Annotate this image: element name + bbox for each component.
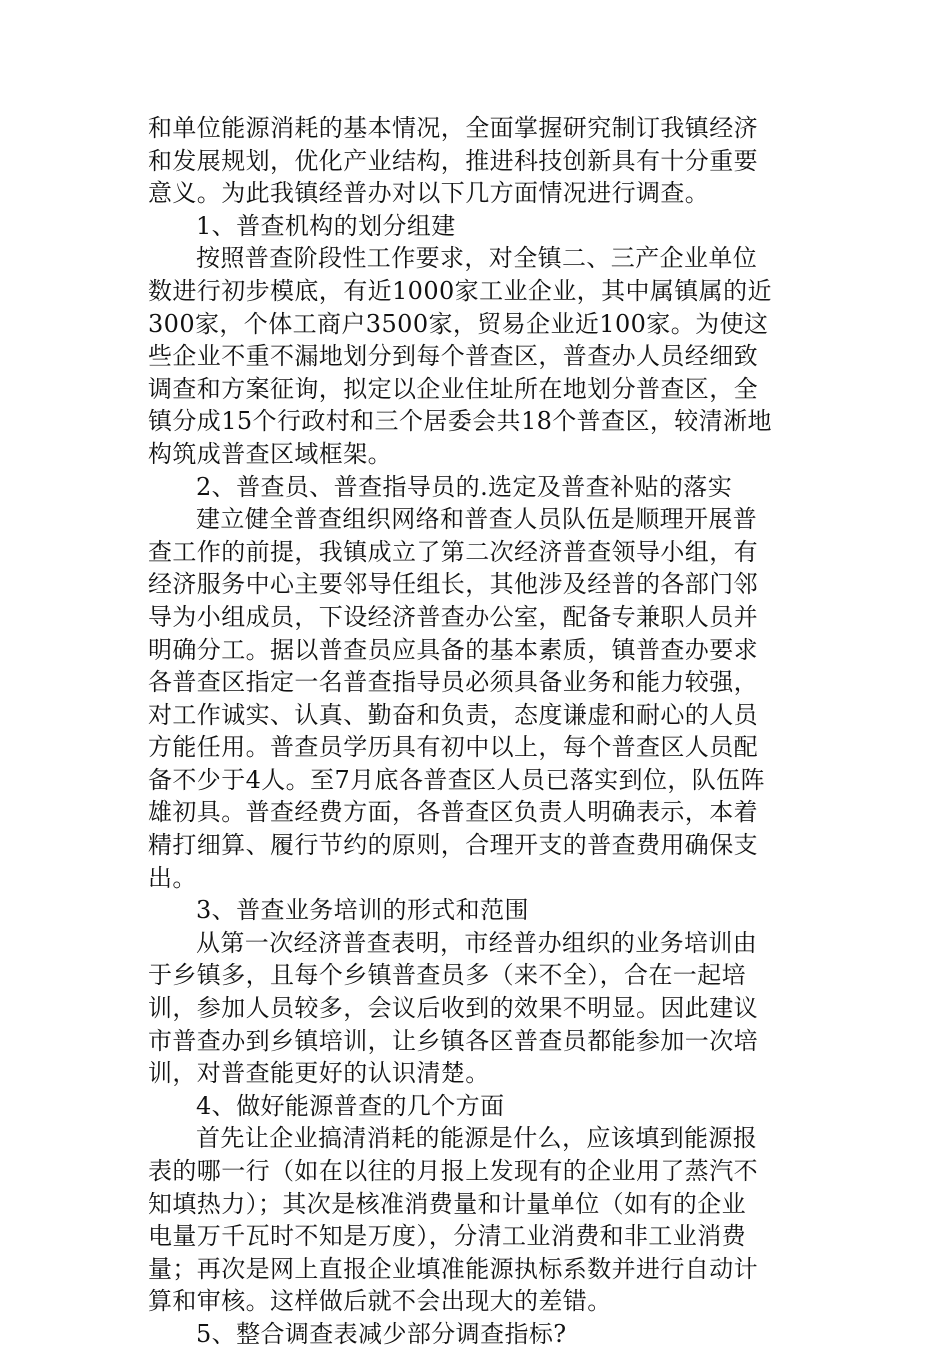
text-line: 首先让企业搞清消耗的能源是什么，应该填到能源报 [196,1124,758,1153]
text-line: 意义。为此我镇经普办对以下几方面情况进行调查。 [148,179,710,208]
text-line: 调查和方案征询，拟定以企业住址所在地划分普查区，全 [148,374,758,403]
text-line: 从第一次经济普查表明，市经普办组织的业务培训由 [196,928,758,957]
section-heading-3: 3、普查业务培训的形式和范围 [196,896,529,925]
text-line: 电量万千瓦时不知是万度），分清工业消费和非工业消费 [148,1222,746,1251]
text-line: 知填热力）；其次是核准消费量和计量单位（如有的企业 [148,1189,746,1218]
text-line: 些企业不重不漏地划分到每个普查区，普查办人员经细致 [148,342,758,371]
text-line: 于乡镇多，且每个乡镇普查员多（来不全），合在一起培 [148,961,746,990]
text-line: 300家，个体工商户3500家，贸易企业近100家。为使这 [148,309,769,338]
text-line: 经济服务中心主要邻导任组长，其他涉及经普的各部门邻 [148,570,758,599]
text-line: 明确分工。据以普查员应具备的基本素质，镇普查办要求 [148,635,758,664]
text-line: 构筑成普查区域框架。 [148,439,392,468]
text-line: 精打细算、履行节约的原则，合理开支的普查费用确保支 [148,831,758,860]
text-line: 镇分成15个行政村和三个居委会共18个普查区，较清淅地 [148,407,772,436]
section-heading-1: 1、普查机构的划分组建 [196,211,456,240]
text-line: 和发展规划，优化产业结构，推进科技创新具有十分重要 [148,146,758,175]
text-line: 备不少于4人。至7月底各普查区人员已落实到位，队伍阵 [148,765,765,794]
text-line: 建立健全普查组织网络和普查人员队伍是顺理开展普 [196,505,758,534]
text-line: 量；再次是网上直报企业填准能源执标系数并进行自动计 [148,1254,758,1283]
section-heading-5: 5、整合调查表减少部分调查指标? [196,1319,567,1348]
section-heading-2: 2、普查员、普查指导员的.选定及普查补贴的落实 [196,472,733,501]
text-line: 数进行初步模底，有近1000家工业企业，其中属镇属的近 [148,276,772,305]
text-line: 导为小组成员，下设经济普查办公室，配备专兼职人员并 [148,602,758,631]
text-line: 各普查区指定一名普查指导员必须具备业务和能力较强， [148,668,758,697]
document-body-text [148,112,804,1351]
text-line: 出。 [148,863,197,892]
text-line: 算和审核。这样做后就不会出现大的差错。 [148,1287,612,1316]
text-line: 训，对普查能更好的认识清楚。 [148,1059,490,1088]
text-line: 训，参加人员较多，会议后收到的效果不明显。因此建议 [148,994,758,1023]
text-line: 雄初具。普查经费方面，各普查区负责人明确表示，本着 [148,798,758,827]
text-line: 对工作诚实、认真、勤奋和负责，态度谦虚和耐心的人员 [148,700,758,729]
text-line: 表的哪一行（如在以往的月报上发现有的企业用了蒸汽不 [148,1157,758,1185]
text-line: 按照普查阶段性工作要求，对全镇二、三产企业单位 [196,244,758,273]
text-line: 方能任用。普查员学历具有初中以上，每个普查区人员配 [148,733,758,762]
text-line: 和单位能源消耗的基本情况，全面掌握研究制订我镇经济 [148,114,758,142]
text-line: 市普查办到乡镇培训，让乡镇各区普查员都能参加一次培 [148,1026,758,1055]
section-heading-4: 4、做好能源普查的几个方面 [196,1091,505,1120]
text-line: 查工作的前提，我镇成立了第二次经济普查领导小组，有 [148,537,758,566]
